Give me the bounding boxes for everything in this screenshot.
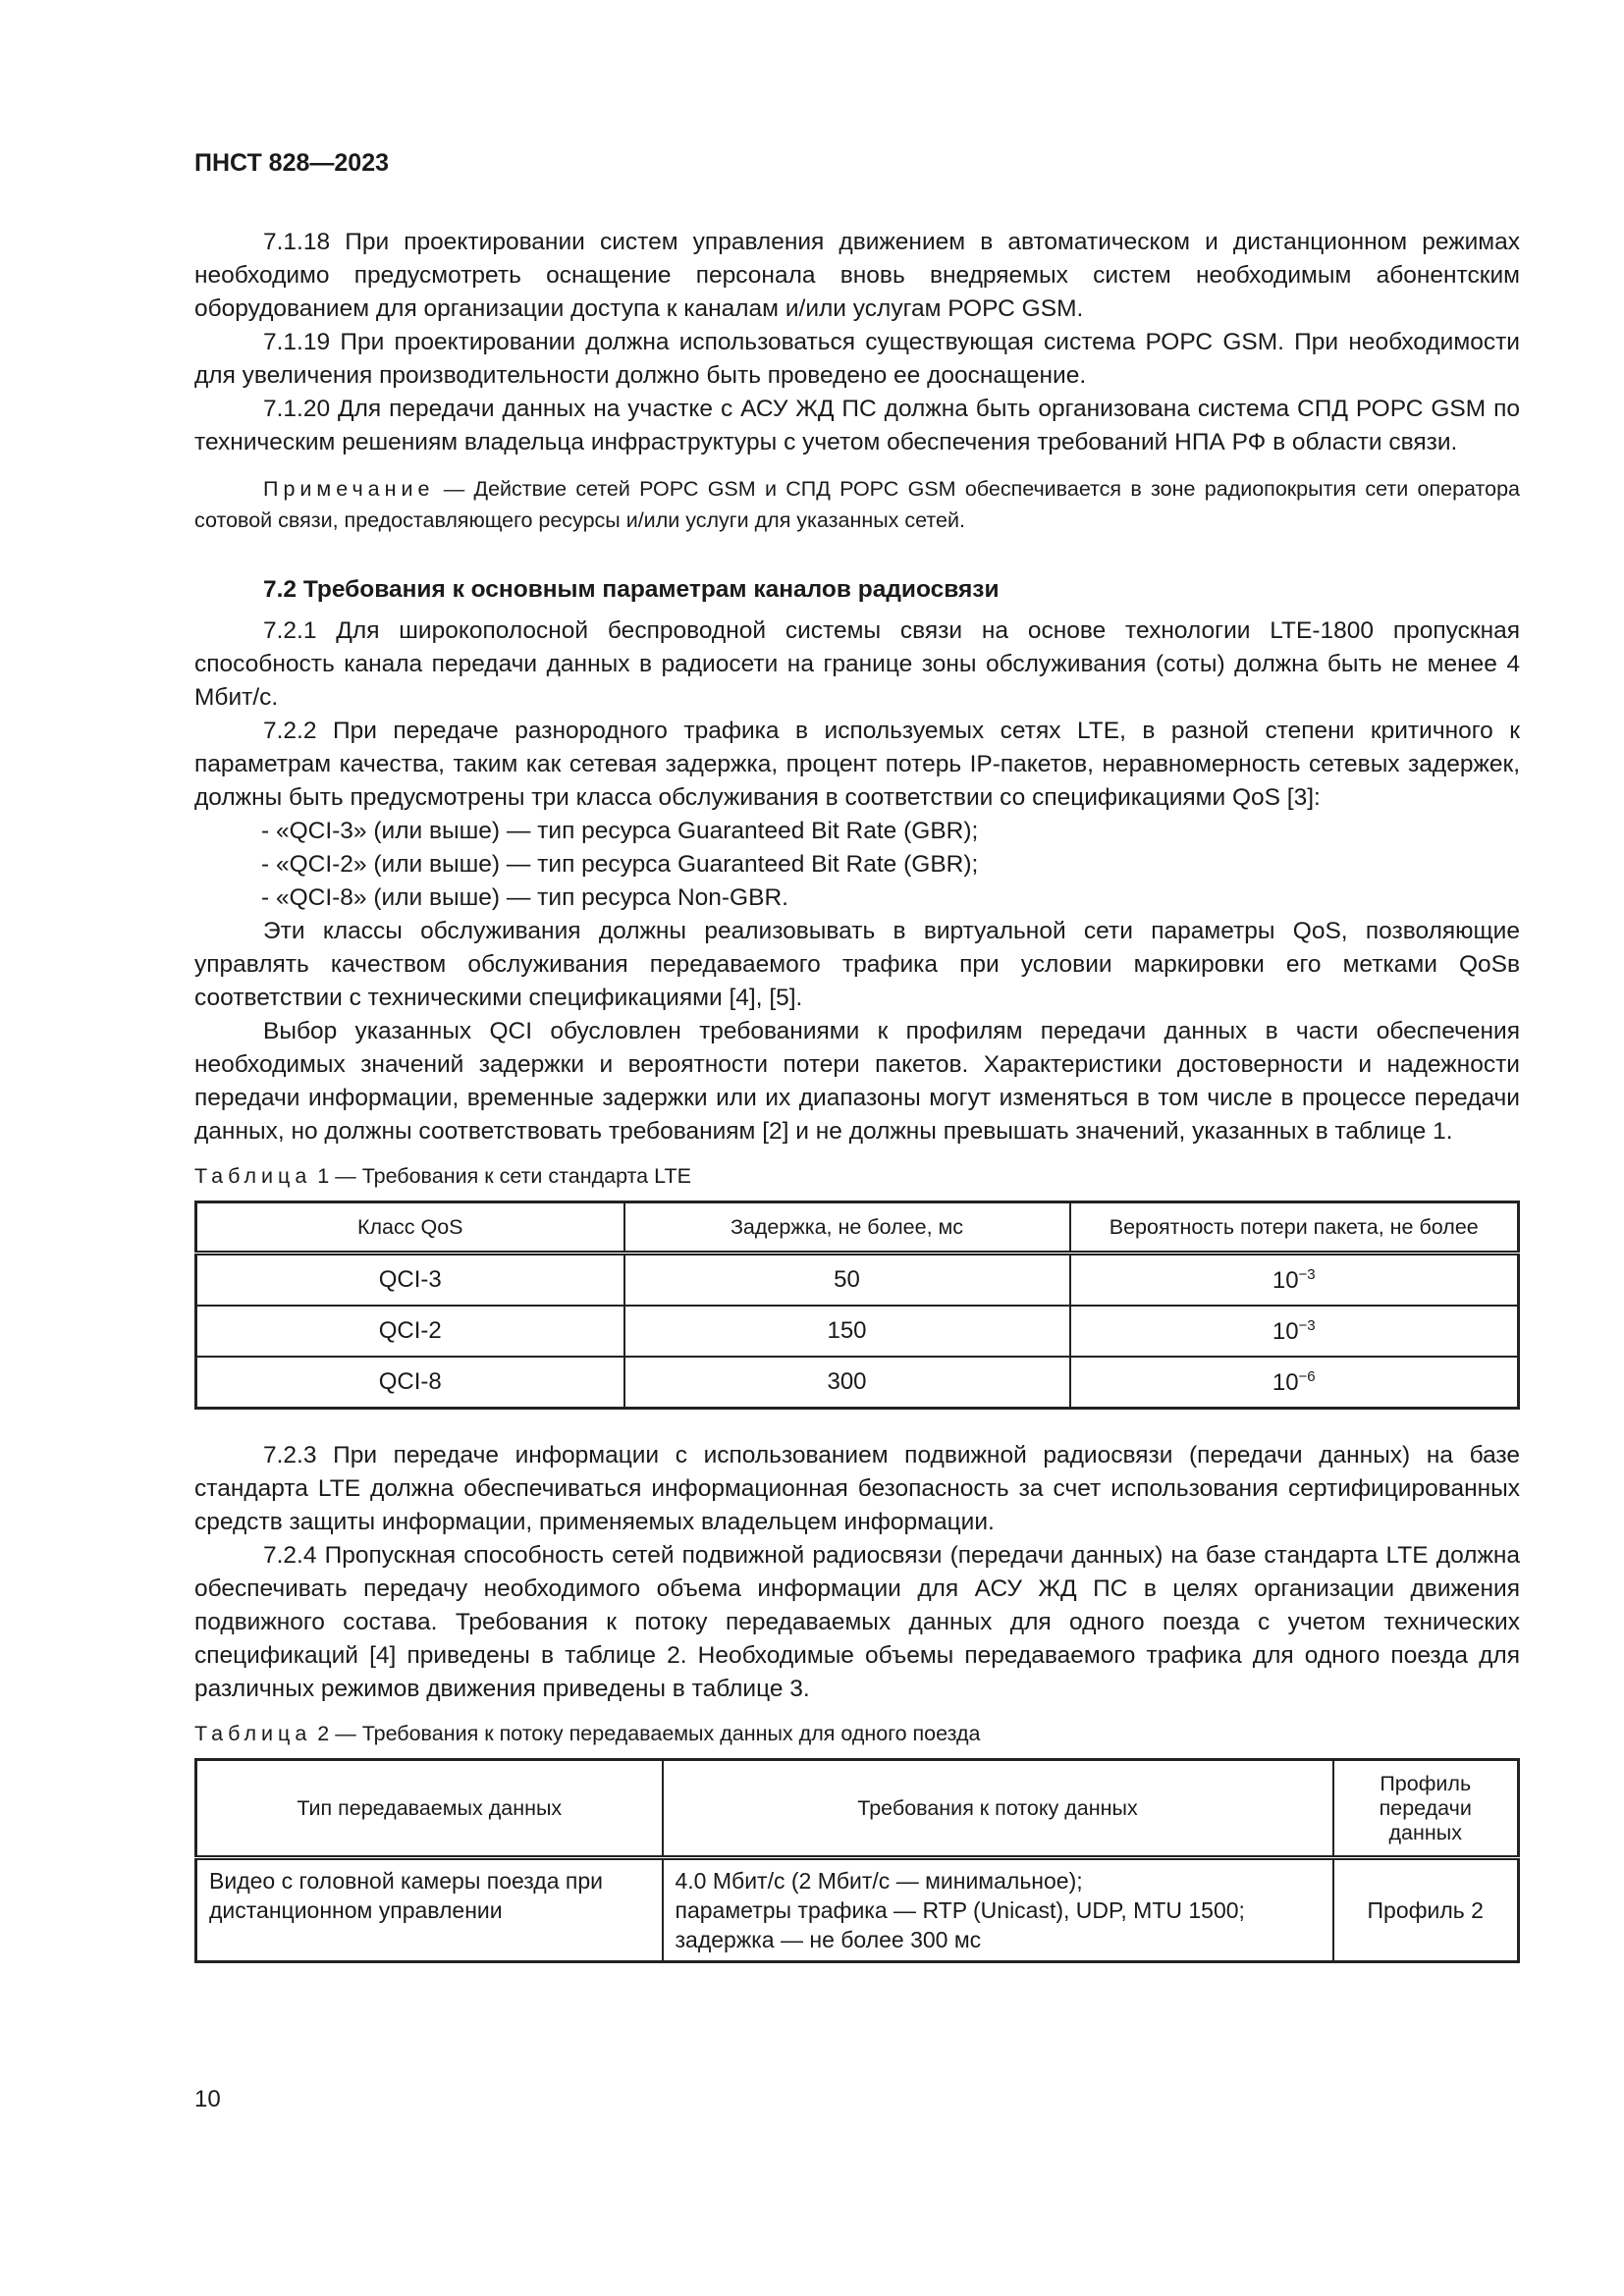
note-label: Примечание xyxy=(263,477,435,501)
note-text: — Действие сетей РОРС GSM и СПД РОРС GSM обеспечивается в зоне радиопокрытия сети оператора сотовой связи, предоставляющего ресурсы и/или услуги для указанных сетей. xyxy=(194,477,1520,532)
table-train-data-flow xyxy=(194,1758,1520,1963)
requirement-line: параметры трафика — RTP (Unicast), UDP, MTU 1500; xyxy=(675,1897,1245,1923)
paragraph-7-2-4: 7.2.4 Пропускная способность сетей подвижной радиосвязи (передачи данных) на базе стандарта LTE должна обеспечивать передачу необходимого объема информации для АСУ ЖД ПС в целях организации движения подвижного состава. Требования к потоку передаваемых данных для одного поезда с учетом технических спецификаций [4] приведены в таблице 2. Необходимые объемы передаваемого трафика для одного поезда для различных режимов движения приведены в таблице 3. xyxy=(194,1542,1520,1702)
paragraph-7-1-18: 7.1.18 При проектировании систем управления движением в автоматическом и дистанционном режимах необходимо предусмотреть оснащение персонала вновь внедряемых систем необходимым абонентским оборудованием для организации доступа к каналам и/или услугам РОРС GSM. xyxy=(194,229,1520,322)
paragraph-7-2-3: 7.2.3 При передаче информации с использованием подвижной радиосвязи (передачи данных) на базе стандарта LTE должна обеспечиваться информационная безопасность за счет использования сертифицированных средств защиты информации, применяемых владельцем информации. xyxy=(194,1442,1520,1535)
column-header: Требования к потоку данных xyxy=(663,1760,1333,1858)
paragraph: Выбор указанных QCI обусловлен требованиями к профилям передачи данных в части обеспечения необходимых значений задержки и вероятности потери пакетов. Характеристики достоверности и надежности передачи информации, временные задержки или их диапазоны могут изменяться в том числе в процессе передачи данных, но должны соответствовать требованиям [2] и не должны превышать значений, указанных в таблице 1. xyxy=(194,1018,1520,1145)
qos-class-list xyxy=(194,815,1520,915)
table-row xyxy=(196,1357,1519,1409)
table2-caption xyxy=(194,1722,1520,1746)
table-row xyxy=(196,1858,1519,1962)
page-number: 10 xyxy=(194,2086,221,2112)
paragraph: Эти классы обслуживания должны реализовывать в виртуальной сети параметры QoS, позволяющие управлять качеством обслуживания передаваемого трафика при условии маркировки его метками QoSв соответствии с техническими спецификациями [4], [5]. xyxy=(194,918,1520,1011)
loss-base: 10 xyxy=(1272,1368,1299,1396)
cell-profile: Профиль 2 xyxy=(1333,1858,1519,1962)
loss-exponent: −3 xyxy=(1298,1265,1316,1283)
table-lte-requirements xyxy=(194,1201,1520,1410)
table-row xyxy=(196,1254,1519,1307)
column-header: Тип передаваемых данных xyxy=(196,1760,663,1858)
loss-base: 10 xyxy=(1272,1317,1299,1345)
page-content xyxy=(194,226,1520,1963)
table1-caption xyxy=(194,1164,1520,1189)
table-row xyxy=(196,1306,1519,1357)
loss-base: 10 xyxy=(1272,1266,1299,1294)
requirement-line: задержка — не более 300 мс xyxy=(675,1927,982,1952)
section-heading: 7.2 Требования к основным параметрам каналов радиосвязи xyxy=(263,576,1000,603)
document-id: ПНСТ 828—2023 xyxy=(194,149,389,177)
column-header: Задержка, не более, мс xyxy=(624,1202,1070,1254)
paragraph-7-1-20: 7.1.20 Для передачи данных на участке с АСУ ЖД ПС должна быть организована система СПД РОРС GSM по техническим решениям владельца инфраструктуры с учетом обеспечения требований НПА РФ в области связи. xyxy=(194,396,1520,455)
list-item: - «QCI-3» (или выше) — тип ресурса Guaranteed Bit Rate (GBR); xyxy=(261,818,979,844)
cell-class: QCI-8 xyxy=(196,1357,624,1409)
paragraph-7-1-19: 7.1.19 При проектировании должна использоваться существующая система РОРС GSM. При необходимости для увеличения производительности должно быть проведено ее дооснащение. xyxy=(194,329,1520,389)
note xyxy=(194,473,1520,536)
caption-text: 2 — Требования к потоку передаваемых данных для одного поезда xyxy=(311,1722,981,1745)
loss-exponent: −3 xyxy=(1298,1316,1316,1334)
requirement-line: 4.0 Мбит/с (2 Мбит/с — минимальное); xyxy=(675,1868,1083,1894)
cell-class: QCI-2 xyxy=(196,1306,624,1357)
column-header: Класс QoS xyxy=(196,1202,624,1254)
cell-delay: 150 xyxy=(624,1306,1070,1357)
cell-loss xyxy=(1070,1306,1519,1357)
paragraph-7-2-1: 7.2.1 Для широкополосной беспроводной системы связи на основе технологии LTE-1800 пропускная способность канала передачи данных в радиосети на границе зоны обслуживания (соты) должна быть не менее 4 Мбит/с. xyxy=(194,617,1520,711)
column-header: Вероятность потери пакета, не более xyxy=(1070,1202,1519,1254)
caption-label: Таблица xyxy=(194,1164,312,1188)
list-item: - «QCI-8» (или выше) — тип ресурса Non-GBR. xyxy=(261,884,788,911)
cell-loss xyxy=(1070,1357,1519,1409)
cell-class: QCI-3 xyxy=(196,1254,624,1307)
cell-requirements xyxy=(663,1858,1333,1962)
cell-data-type: Видео с головной камеры поезда при дистанционном управлении xyxy=(196,1858,663,1962)
paragraph-7-2-2: 7.2.2 При передаче разнородного трафика в используемых сетях LTE, в разной степени критичного к параметрам качества, таким как сетевая задержка, процент потерь IP-пакетов, неравномерность сетевых задержек, должны быть предусмотрены три класса обслуживания в соответствии со спецификациями QoS [3]: xyxy=(194,718,1520,811)
cell-delay: 50 xyxy=(624,1254,1070,1307)
caption-text: 1 — Требования к сети стандарта LTE xyxy=(311,1164,691,1188)
cell-loss xyxy=(1070,1254,1519,1307)
column-header: Профиль передачи данных xyxy=(1333,1760,1519,1858)
list-item: - «QCI-2» (или выше) — тип ресурса Guaranteed Bit Rate (GBR); xyxy=(261,851,979,878)
caption-label: Таблица xyxy=(194,1722,312,1745)
loss-exponent: −6 xyxy=(1298,1367,1316,1385)
cell-delay: 300 xyxy=(624,1357,1070,1409)
